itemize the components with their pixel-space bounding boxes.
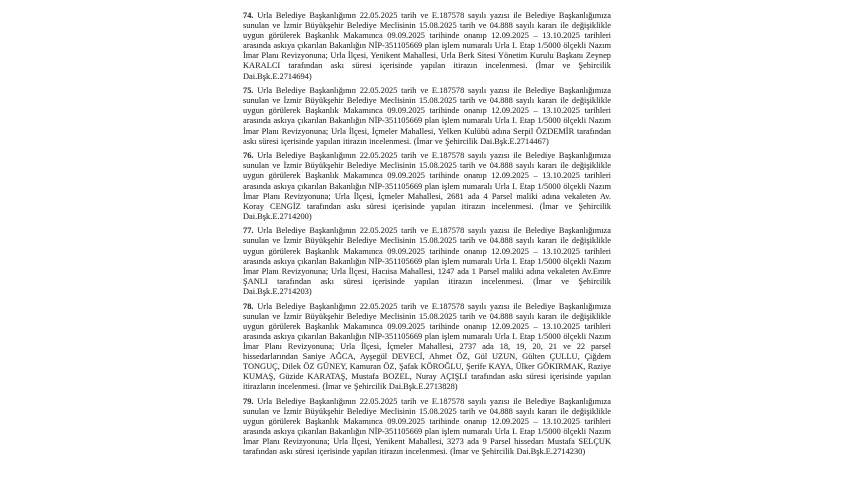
- agenda-item-text: Urla Belediye Başkanlığının 22.05.2025 tarih ve E.187578 sayılı yazısı ile Belediye Başkanlığımıza sunulan ve İzmir Büyükşehir Belediye Meclisinin 15.08.2025 tarih ve 04.888 sayılı kararı ile değişiklikle uygun görülerek Başkanlık Makamınca 09.09.2025 tarihinde onanıp 12.09.2025 – 13.10.2025 tarihleri arasında askıya çıkarılan Bakanlığın NİP-351105669 plan işlem numaralı Urla I. Etap 1/5000 ölçekli Nazım İmar Planı Revizyonuna; Urla İlçesi, İçmeler Mahallesi, 2681 ada 4 Parsel maliki adına vekaleten Av. Koray CENGİZ tarafından askı süresi içerisinde yapılan itirazın incelenmesi. (İmar ve Şehircilik Dai.Bşk.E.2714200): [243, 151, 611, 221]
- agenda-item-text: Urla Belediye Başkanlığının 22.05.2025 tarih ve E.187578 sayılı yazısı ile Belediye Başkanlığımıza sunulan ve İzmir Büyükşehir Belediye Meclisinin 15.08.2025 tarih ve 04.888 sayılı kararı ile değişiklikle uygun görülerek Başkanlık Makamınca 09.09.2025 tarihinde onanıp 12.09.2025 – 13.10.2025 tarihleri arasında askıya çıkarılan Bakanlığın NİP-351105669 plan işlem numaralı Urla I. Etap 1/5000 ölçekli Nazım İmar Planı Revizyonuna; Urla İlçesi, İçmeler Mahallesi, 2737 ada 18, 19, 20, 21 ve 22 parsel hissedarlarından Saniye AĞCA, Ayşegül DEVECİ, Ahmet ÖZ, Gül UZUN, Gülten ÇULLU, Çiğdem TONGUÇ, Dilek ÖZ GÜNEY, Kamuran ÖZ, Şafak KÖROĞLU, Şerife KAYA, Ülker GÖKIRMAK, Raziye KUMAŞ, Güzide KARATAŞ, Mustafa BOZEL, Nuray AÇIŞLI tarafından askı süresi içerisinde yapılan itirazların incelenmesi. (İmar ve Şehircilik Dai.Bşk.E.2713828): [243, 301, 611, 392]
- agenda-item-text: Urla Belediye Başkanlığının 22.05.2025 tarih ve E.187578 sayılı yazısı ile Belediye Başkanlığımıza sunulan ve İzmir Büyükşehir Belediye Meclisinin 15.08.2025 tarih ve 04.888 sayılı kararı ile değişiklikle uygun görülerek Başkanlık Makamınca 09.09.2025 tarihinde onanıp 12.09.2025 – 13.10.2025 tarihleri arasında askıya çıkarılan Bakanlığın NİP-351105669 plan işlem numaralı Urla I. Etap 1/5000 ölçekli Nazım İmar Planı Revizyonuna; Urla İlçesi, Hacıisa Mahallesi, 1247 ada 1 Parsel maliki adına vekaleten Av.Emre ŞANLI tarafından askı süresi içerisinde yapılan itirazın incelenmesi. (İmar ve Şehircilik Dai.Bşk.E.2714203): [243, 226, 611, 296]
- agenda-item-number: 76.: [243, 151, 254, 161]
- agenda-item-text: Urla Belediye Başkanlığının 22.05.2025 tarih ve E.187578 sayılı yazısı ile Belediye Başkanlığımıza sunulan ve İzmir Büyükşehir Belediye Meclisinin 15.08.2025 tarih ve 04.888 sayılı kararı ile değişiklikle uygun görülerek Başkanlık Makamınca 09.09.2025 tarihinde onanıp 12.09.2025 – 13.10.2025 tarihleri arasında askıya çıkarılan Bakanlığın NİP-351105669 plan işlem numaralı Urla I. Etap 1/5000 ölçekli Nazım İmar Planı Revizyonuna; Urla İlçesi, Yenikent Mahallesi, Urla Berk Sitesi Yönetim Kurulu Başkanı Zeynep KARALCI tarafından askı süresi içerisinde yapılan itirazın incelenmesi. (İmar ve Şehircilik Dai.Bşk.E.2714694): [243, 11, 611, 81]
- agenda-item-number: 74.: [243, 11, 254, 20]
- agenda-item-number: 78.: [243, 301, 254, 311]
- agenda-item-78: [243, 302, 611, 393]
- agenda-item-text: Urla Belediye Başkanlığının 22.05.2025 tarih ve E.187578 sayılı yazısı ile Belediye Başkanlığımıza sunulan ve İzmir Büyükşehir Belediye Meclisinin 15.08.2025 tarih ve 04.888 sayılı kararı ile değişiklikle uygun görülerek Başkanlık Makamınca 09.09.2025 tarihinde onanıp 12.09.2025 – 13.10.2025 tarihleri arasında askıya çıkarılan Bakanlığın NİP-351105669 plan işlem numaralı Urla I. Etap 1/5000 ölçekli Nazım İmar Planı Revizyonuna; Urla İlçesi, İçmeler Mahallesi, Yelken Kulübü adına Serpil ÖZDEMİR tarafından askı süresi içerisinde yapılan itirazın incelenmesi. (İmar ve Şehircilik Dai.Bşk.E.2714467): [243, 86, 611, 146]
- agenda-item-number: 77.: [243, 226, 254, 236]
- agenda-item-number: 75.: [243, 86, 254, 96]
- agenda-item-77: [243, 226, 611, 297]
- agenda-item-text: Urla Belediye Başkanlığının 22.05.2025 tarih ve E.187578 sayılı yazısı ile Belediye Başkanlığımıza sunulan ve İzmir Büyükşehir Belediye Meclisinin 15.08.2025 tarih ve 04.888 sayılı kararı ile değişiklikle uygun görülerek Başkanlık Makamınca 09.09.2025 tarihinde onanıp 12.09.2025 – 13.10.2025 tarihleri arasında askıya çıkarılan Bakanlığın NİP-351105669 plan işlem numaralı Urla I. Etap 1/5000 ölçekli Nazım İmar Planı Revizyonuna; Urla İlçesi, Yenikent Mahallesi, 3273 ada 9 Parsel hissedarı Mustafa SELÇUK tarafından askı süresi içerisinde yapılan itirazın incelenmesi. (İmar ve Şehircilik Dai.Bşk.E.2714230): [243, 396, 611, 457]
- agenda-text-column: [243, 11, 611, 462]
- agenda-item-number: 79.: [243, 396, 254, 406]
- agenda-item-79: [243, 397, 611, 458]
- agenda-item-76: [243, 151, 611, 222]
- agenda-item-75: [243, 86, 611, 147]
- agenda-item-74: [243, 11, 611, 82]
